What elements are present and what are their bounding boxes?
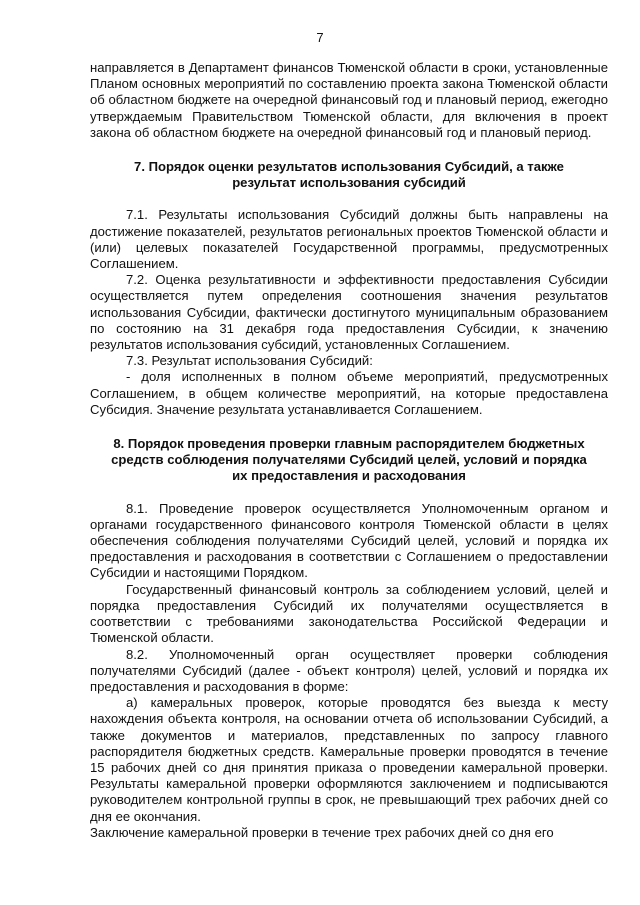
- paragraph-continuation: направляется в Департамент финансов Тюменской области в сроки, установленные Планом основных мероприятий по составлению проекта закона Тюменской области об областном бюджете на очередной финансовый год и плановый период, ежегодно утверждаемым Правительством Тюменской области, для включения в проект закона об областном бюджете на очередной финансовый год и плановый период.: [90, 60, 608, 140]
- section-8-heading-line-1: 8. Порядок проведения проверки главным распорядителем бюджетных: [113, 436, 585, 452]
- paragraph-7-2: 7.2. Оценка результативности и эффективности предоставления Субсидии осуществляется путем определения соотношения значения результатов использования Субсидии, фактически достигнутого муниципальным образованием по состоянию на 31 декабря года предоставления Субсидии, к значению результатов использования субсидий, установленных Соглашением.: [90, 272, 608, 353]
- paragraph-8-1: 8.1. Проведение проверок осуществляется Уполномоченным органом и органами государственного финансового контроля Тюменской области в целях обеспечения соблюдения получателями Субсидий целей, условий и порядка их предоставления и расходования в соответствии с Соглашением о предоставлении Субсидии и настоящими Порядком.: [90, 500, 608, 581]
- paragraph-8-2-a: а) камеральных проверок, которые проводятся без выезда к месту нахождения объекта контроля, на основании отчета об использовании Субсидий, а также документов и материалов, представленных по запросу главного распорядителя бюджетных средств. Камеральные проверки проводятся в течение 15 рабочих дней со дня принятия приказа о проведении камеральной проверки. Результаты камеральной проверки оформляются заключением и подписываются руководителем контрольной группы в срок, не превышающий трех рабочих дней со дня ее окончания.: [90, 695, 608, 824]
- section-8-heading-line-2: средств соблюдения получателями Субсидий целей, условий и порядка: [111, 452, 587, 468]
- section-7-heading-line-2: результат использования субсидий: [232, 175, 466, 191]
- paragraph-8-2-a-continuation: Заключение камеральной проверки в течение трех рабочих дней со дня его: [90, 824, 554, 840]
- paragraph-7-3: 7.3. Результат использования Субсидий:: [126, 353, 373, 369]
- page-content: [90, 60, 608, 841]
- paragraph-8-1-b: Государственный финансовый контроль за соблюдением условий, целей и порядка предоставления Субсидий их получателями осуществляется в соответствии с требованиями законодательства Российской Федерации и Тюменской области.: [90, 581, 608, 646]
- section-8-heading: [90, 436, 608, 485]
- section-8-heading-line-3: их предоставления и расходования: [232, 468, 466, 484]
- paragraph-7-3-item: - доля исполненных в полном объеме мероприятий, предусмотренных Соглашением, в общем количестве мероприятий, на которые предоставлена Субсидия. Значение результата устанавливается Соглашением.: [90, 369, 608, 417]
- paragraph-8-2: 8.2. Уполномоченный орган осуществляет проверки соблюдения получателями Субсидий (далее - объект контроля) целей, условий и порядка их предоставления и расходования в форме:: [90, 646, 608, 694]
- section-7-heading-line-1: 7. Порядок оценки результатов использования Субсидий, а также: [134, 159, 564, 175]
- paragraph-7-1: 7.1. Результаты использования Субсидий должны быть направлены на достижение показателей, результатов региональных проектов Тюменской области и (или) целевых показателей Государственной программы, предусмотренных Соглашением.: [90, 207, 608, 272]
- page-number: 7: [316, 30, 324, 45]
- section-7-heading: [90, 159, 608, 191]
